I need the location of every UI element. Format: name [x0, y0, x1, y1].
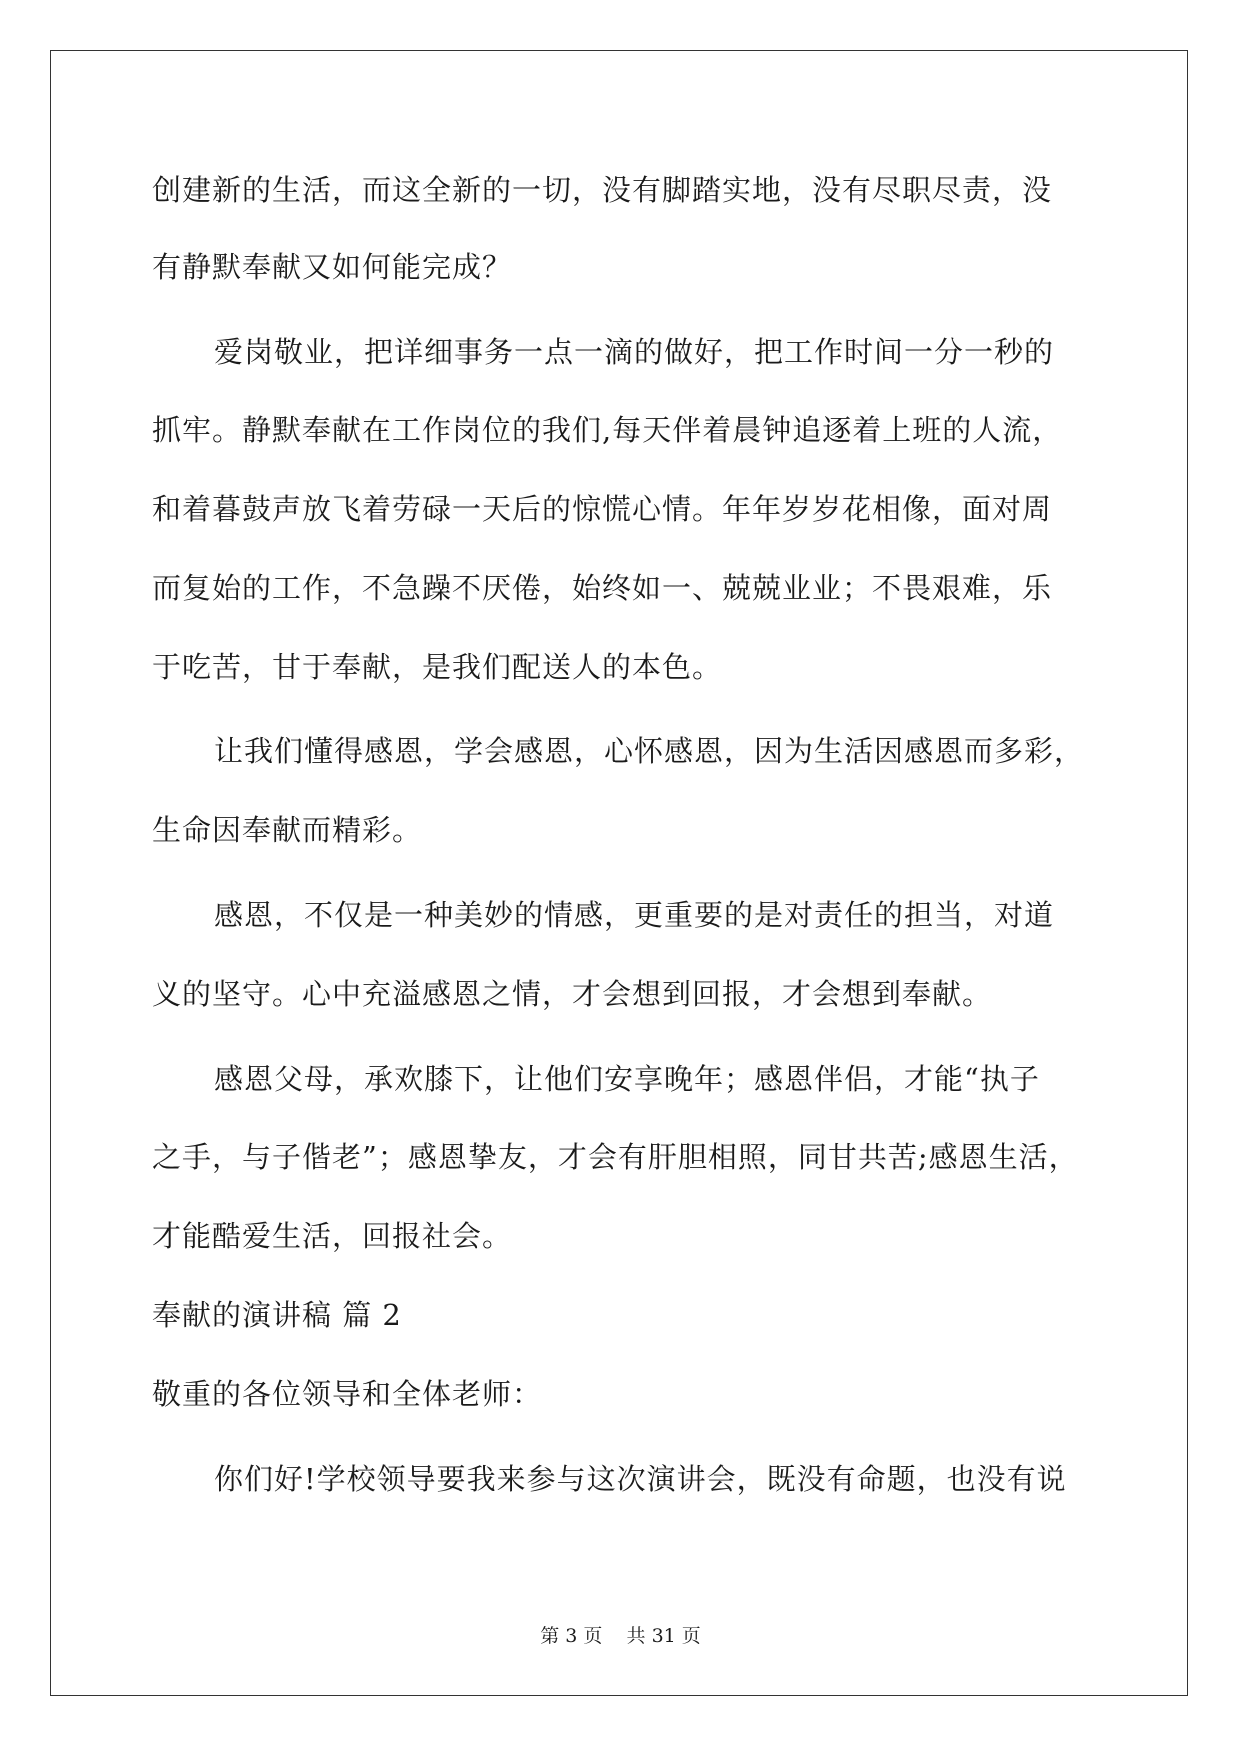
section-heading: 奉献的演讲稿 篇 2 [152, 1298, 402, 1332]
body-line: 你们好!学校领导要我来参与这次演讲会，既没有命题，也没有说 [214, 1462, 1067, 1496]
page-border [50, 50, 1188, 1696]
body-line: 义的坚守。心中充溢感恩之情，才会想到回报，才会想到奉献。 [152, 977, 993, 1011]
body-line: 而复始的工作，不急躁不厌倦，始终如一、兢兢业业；不畏艰难，乐 [152, 571, 1053, 605]
salutation-line: 敬重的各位领导和全体老师： [152, 1377, 543, 1411]
body-line: 之手，与子偕老”；感恩挚友，才会有肝胆相照，同甘共苦;感恩生活， [152, 1140, 1079, 1174]
body-line: 让我们懂得感恩，学会感恩，心怀感恩，因为生活因感恩而多彩， [214, 734, 1085, 768]
page-number-footer: 第 3 页 共 31 页 [540, 1625, 701, 1647]
body-line: 爱岗敬业，把详细事务一点一滴的做好，把工作时间一分一秒的 [214, 335, 1055, 369]
body-line: 生命因奉献而精彩。 [152, 813, 423, 847]
body-line: 抓牢。静默奉献在工作岗位的我们,每天伴着晨钟追逐着上班的人流， [152, 413, 1063, 447]
body-line: 有静默奉献又如何能完成？ [152, 250, 513, 284]
body-line: 才能酷爱生活，回报社会。 [152, 1219, 513, 1253]
body-line: 于吃苦，甘于奉献，是我们配送人的本色。 [152, 650, 723, 684]
body-line: 感恩，不仅是一种美妙的情感，更重要的是对责任的担当，对道 [214, 898, 1055, 932]
body-line: 感恩父母，承欢膝下，让他们安享晚年；感恩伴侣，才能“执子 [214, 1062, 1040, 1096]
body-line: 创建新的生活，而这全新的一切，没有脚踏实地，没有尽职尽责，没 [152, 173, 1053, 207]
body-line: 和着暮鼓声放飞着劳碌一天后的惊慌心情。年年岁岁花相像，面对周 [152, 492, 1053, 526]
